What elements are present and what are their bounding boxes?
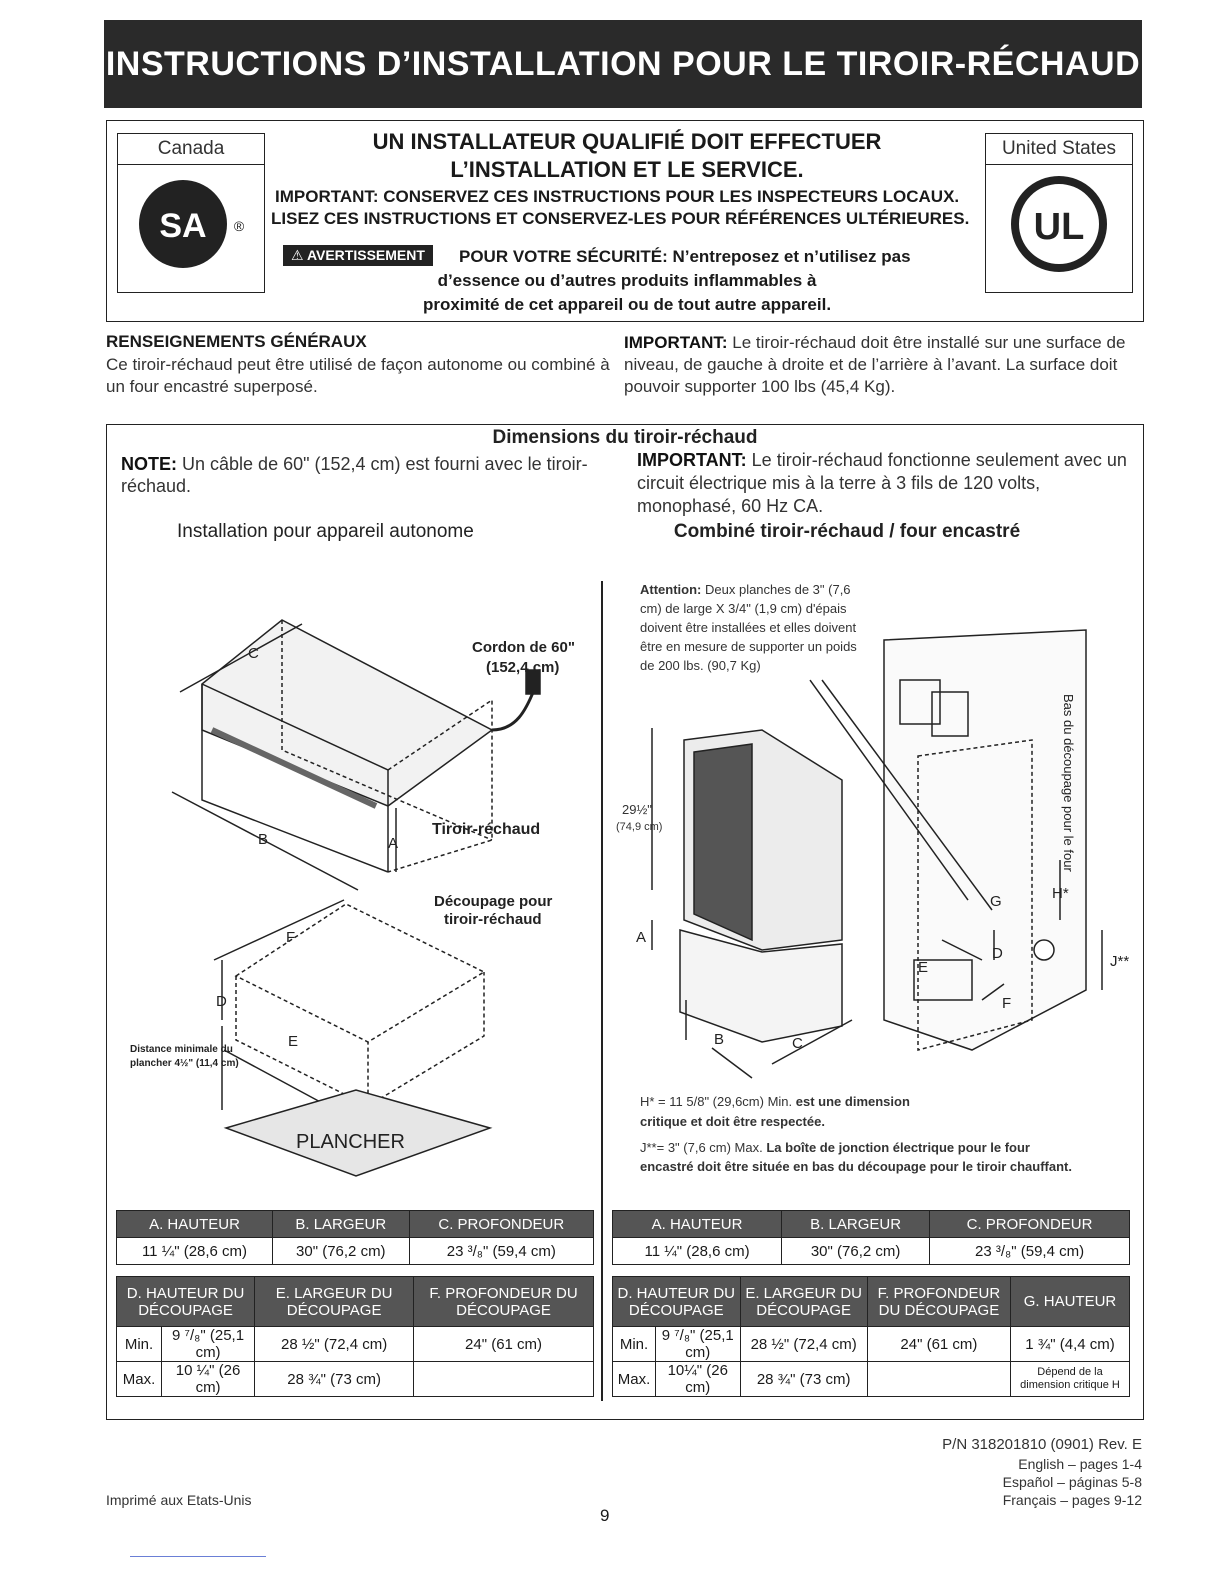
- svg-text:Distance minimale du: Distance minimale du: [130, 1044, 233, 1055]
- header-cell: A. HAUTEUR: [117, 1211, 273, 1238]
- svg-text:A: A: [388, 835, 399, 852]
- power-cord: [492, 690, 534, 730]
- header-cell: F. PROFONDEUR DU DÉCOUPAGE: [414, 1277, 594, 1327]
- french-pages: Français – pages 9-12: [1002, 1492, 1142, 1508]
- header-cell: E. LARGEUR DU DÉCOUPAGE: [740, 1277, 867, 1327]
- svg-text:Cordon de 60": Cordon de 60": [472, 639, 575, 656]
- combined-diagram: [612, 580, 1140, 1180]
- warning-line-3: proximité de cet appareil ou de tout autre appareil.: [422, 295, 832, 314]
- svg-text:tiroir-réchaud: tiroir-réchaud: [444, 911, 542, 928]
- safety-notice-box: [106, 120, 1144, 322]
- oven-window: [694, 744, 752, 940]
- header-cell: D. HAUTEUR DU DÉCOUPAGE: [613, 1277, 741, 1327]
- value-cell: 28 ½" (72,4 cm): [255, 1327, 414, 1362]
- svg-text:E: E: [918, 959, 929, 976]
- svg-text:D: D: [992, 945, 1003, 962]
- svg-text:PLANCHER: PLANCHER: [296, 1131, 405, 1153]
- svg-text:plancher 4½" (11,4 cm): plancher 4½" (11,4 cm): [130, 1058, 239, 1069]
- svg-text:D: D: [216, 993, 227, 1010]
- svg-text:SA: SA: [159, 207, 207, 245]
- combined-subtitle: Combiné tiroir-réchaud / four encastré: [673, 521, 1021, 542]
- value-cell: [414, 1362, 594, 1397]
- svg-text:29½": 29½": [622, 802, 652, 817]
- svg-text:cm) de large X 3/4" (1,9 cm) d: cm) de large X 3/4" (1,9 cm) d'épais: [640, 601, 847, 616]
- value-cell: 9 ⁷/₈" (25,1 cm): [656, 1327, 741, 1362]
- value-cell: 24" (61 cm): [867, 1327, 1010, 1362]
- left-dimensions-table: [116, 1210, 594, 1265]
- svg-text:Tiroir-réchaud: Tiroir-réchaud: [432, 821, 541, 838]
- header-cell: B. LARGEUR: [782, 1211, 930, 1238]
- general-text: Ce tiroir-réchaud peut être utilisé de façon autonome ou combiné à un four encastré superposé.: [106, 355, 610, 396]
- drawer-body: [202, 620, 492, 806]
- value-cell: 28 ¾" (73 cm): [740, 1362, 867, 1397]
- value-cell: Dépend de la dimension critique H: [1011, 1362, 1130, 1397]
- svg-text:C: C: [248, 645, 259, 662]
- value-cell: 28 ¾" (73 cm): [255, 1362, 414, 1397]
- general-heading: RENSEIGNEMENTS GÉNÉRAUX: [106, 332, 367, 351]
- left-cutout-table: [116, 1276, 594, 1397]
- ul-logo-icon: [999, 169, 1119, 279]
- standalone-diagram: [106, 580, 596, 1200]
- header-cell: A. HAUTEUR: [613, 1211, 782, 1238]
- warning-line-2: d’essence ou d’autres produits inflammables à: [437, 271, 817, 290]
- important-line-1: IMPORTANT: CONSERVEZ CES INSTRUCTIONS POUR LES INSPECTEURS LOCAUX.: [275, 187, 960, 206]
- united-states-label: United States: [986, 134, 1132, 165]
- right-dimensions-table: [612, 1210, 1130, 1265]
- value-cell: 23 ³/₈" (59,4 cm): [409, 1238, 593, 1265]
- header-cell: D. HAUTEUR DU DÉCOUPAGE: [117, 1277, 255, 1327]
- spanish-pages: Español – páginas 5-8: [1002, 1474, 1142, 1490]
- svg-text:®: ®: [233, 218, 245, 234]
- note-text: NOTE: Un câble de 60" (152,4 cm) est fourni avec le tiroir-réchaud.: [121, 454, 588, 496]
- csa-logo-icon: [131, 169, 251, 279]
- dimensions-title: Dimensions du tiroir-réchaud: [492, 427, 758, 448]
- svg-text:(152,4 cm): (152,4 cm): [486, 659, 560, 676]
- row-label: Min.: [613, 1327, 656, 1362]
- svg-text:C: C: [792, 1035, 803, 1052]
- warning-line-1: POUR VOTRE SÉCURITÉ: N’entreposez et n’utilisez pas: [459, 247, 911, 266]
- svg-text:H* = 11 5/8" (29,6cm) Min. est: H* = 11 5/8" (29,6cm) Min. est une dimension: [640, 1094, 910, 1109]
- svg-text:J**= 3" (7,6 cm) Max. La boîte: J**= 3" (7,6 cm) Max. La boîte de jonction électrique pour le four: [640, 1140, 1030, 1155]
- ul-logo-box: [985, 133, 1133, 293]
- english-pages: English – pages 1-4: [1018, 1456, 1142, 1472]
- svg-text:doivent être installées et ell: doivent être installées et elles doivent: [640, 620, 857, 635]
- row-label: Max.: [117, 1362, 162, 1397]
- svg-text:E: E: [288, 1033, 299, 1050]
- electrical-important: IMPORTANT: Le tiroir-réchaud fonctionne seulement avec un circuit électrique mis à la terre à 3 fils de 120 volts, monophasé, 60 Hz CA.: [637, 450, 1127, 516]
- header-cell: F. PROFONDEUR DU DÉCOUPAGE: [867, 1277, 1010, 1327]
- value-cell: 11 ¼" (28,6 cm): [117, 1238, 273, 1265]
- value-cell: 28 ½" (72,4 cm): [740, 1327, 867, 1362]
- value-cell: 9 ⁷/₈" (25,1 cm): [162, 1327, 255, 1362]
- value-cell: 1 ¾" (4,4 cm): [1011, 1327, 1130, 1362]
- svg-text:Bas du découpage pour le four: Bas du découpage pour le four: [1061, 694, 1076, 872]
- value-cell: 11 ¼" (28,6 cm): [613, 1238, 782, 1265]
- right-cutout-table: [612, 1276, 1130, 1397]
- page-banner-title: INSTRUCTIONS D’INSTALLATION POUR LE TIROIR-RÉCHAUD: [104, 20, 1142, 108]
- part-number: P/N 318201810 (0901) Rev. E: [942, 1436, 1142, 1453]
- header-cell: E. LARGEUR DU DÉCOUPAGE: [255, 1277, 414, 1327]
- svg-text:G: G: [990, 893, 1002, 910]
- header-cell: G. HAUTEUR: [1011, 1277, 1130, 1327]
- footer-rule: [130, 1556, 266, 1557]
- svg-text:A: A: [636, 929, 647, 946]
- svg-text:Découpage pour: Découpage pour: [434, 893, 553, 910]
- header-cell: C. PROFONDEUR: [930, 1211, 1130, 1238]
- svg-text:encastré doit être située en b: encastré doit être située en bas du découpage pour le tiroir chauffant.: [640, 1159, 1072, 1174]
- svg-text:F: F: [286, 929, 296, 946]
- standalone-subtitle: Installation pour appareil autonome: [177, 521, 474, 542]
- value-cell: 10 ¼" (26 cm): [162, 1362, 255, 1397]
- svg-text:B: B: [714, 1031, 725, 1048]
- junction-box: [1034, 940, 1054, 960]
- canada-label: Canada: [118, 134, 264, 165]
- svg-text:UL: UL: [1033, 206, 1085, 248]
- header-cell: B. LARGEUR: [273, 1211, 410, 1238]
- svg-text:critique et doit être respecté: critique et doit être respectée.: [640, 1114, 825, 1129]
- value-cell: 10¼" (26 cm): [656, 1362, 741, 1397]
- safety-heading-2: L’INSTALLATION ET LE SERVICE.: [450, 157, 804, 182]
- printed-in: Imprimé aux Etats-Unis: [106, 1492, 252, 1508]
- value-cell: [867, 1362, 1010, 1397]
- svg-text:être en mesure de supporter un: être en mesure de supporter un poids: [640, 639, 857, 654]
- safety-heading-1: UN INSTALLATEUR QUALIFIÉ DOIT EFFECTUER: [372, 129, 882, 154]
- svg-text:H*: H*: [1052, 885, 1069, 902]
- column-divider: [601, 581, 603, 1401]
- important-line-2: LISEZ CES INSTRUCTIONS ET CONSERVEZ-LES POUR RÉFÉRENCES ULTÉRIEURES.: [271, 209, 970, 228]
- value-cell: 30" (76,2 cm): [273, 1238, 410, 1265]
- row-label: Min.: [117, 1327, 162, 1362]
- header-cell: C. PROFONDEUR: [409, 1211, 593, 1238]
- value-cell: 30" (76,2 cm): [782, 1238, 930, 1265]
- warning-triangle-icon: ⚠: [291, 247, 304, 263]
- general-important: IMPORTANT: Le tiroir-réchaud doit être installé sur une surface de niveau, de gauche à droite et de l’arrière à l’avant. La surface doit pouvoir supporter 100 lbs (45,4 Kg).: [624, 333, 1126, 396]
- value-cell: 23 ³/₈" (59,4 cm): [930, 1238, 1130, 1265]
- warning-badge: ⚠ AVERTISSEMENT: [283, 245, 433, 266]
- page-number: 9: [600, 1506, 610, 1525]
- svg-text:Attention: Deux planches de 3": Attention: Deux planches de 3" (7,6: [640, 582, 851, 597]
- value-cell: 24" (61 cm): [414, 1327, 594, 1362]
- csa-logo-box: [117, 133, 265, 293]
- svg-text:de 200 lbs. (90,7 Kg): de 200 lbs. (90,7 Kg): [640, 658, 761, 673]
- svg-text:F: F: [1002, 995, 1012, 1012]
- svg-text:J**: J**: [1110, 953, 1130, 970]
- row-label: Max.: [613, 1362, 656, 1397]
- svg-text:B: B: [258, 831, 269, 848]
- svg-text:(74,9 cm): (74,9 cm): [616, 821, 663, 833]
